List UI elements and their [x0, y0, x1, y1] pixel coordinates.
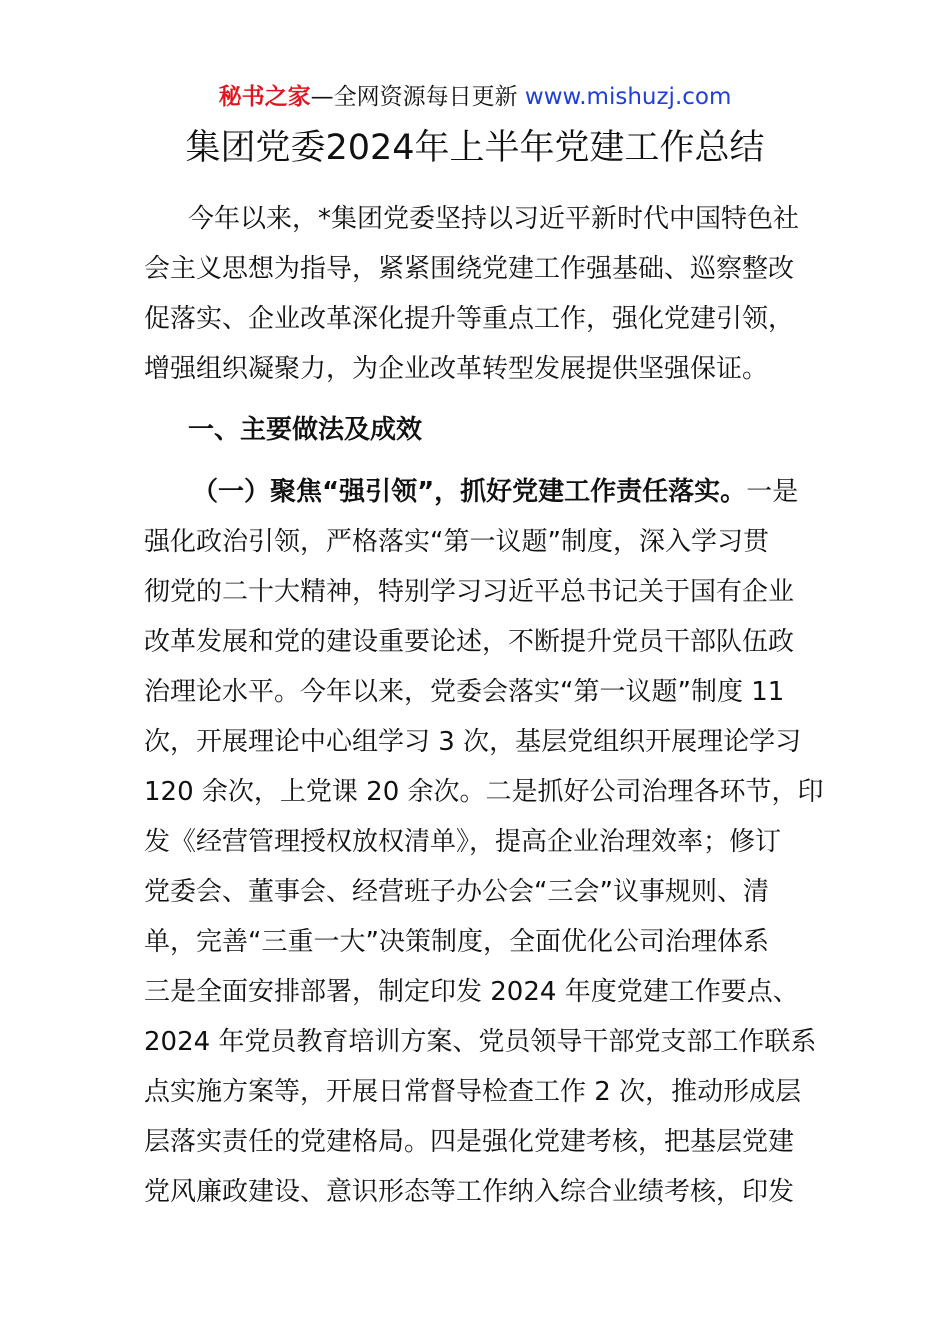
paragraph-line: 会主义思想为指导，紧紧围绕党建工作强基础、巡察整改	[144, 254, 795, 284]
header-tagline: —全网资源每日更新	[310, 84, 518, 110]
paragraph-line: 2024 年党员教育培训方案、党员领导干部党支部工作联系	[144, 1027, 817, 1057]
paragraph-line: 治理论水平。今年以来，党委会落实“第一议题”制度 11	[144, 677, 785, 707]
paragraph-line: 党委会、董事会、经营班子办公会“三会”议事规则、清	[144, 877, 769, 907]
paragraph-text: 一是	[746, 477, 799, 507]
site-url-link[interactable]: www.mishuzj.com	[524, 84, 732, 110]
document-title: 集团党委2024年上半年党建工作总结	[185, 128, 765, 168]
paragraph-line: 改革发展和党的建设重要论述，不断提升党员干部队伍政	[144, 627, 795, 657]
section-heading-1	[144, 405, 808, 455]
paragraph-line: 层落实责任的党建格局。四是强化党建考核，把基层党建	[144, 1127, 795, 1157]
paragraph-line: 今年以来，*集团党委坚持以习近平新时代中国特色社	[188, 204, 800, 234]
subsection-paragraph-1	[144, 467, 824, 1217]
intro-paragraph	[144, 194, 808, 394]
brand-name: 秘书之家	[218, 84, 311, 110]
paragraph-line: 单，完善“三重一大”决策制度，全面优化公司治理体系	[144, 927, 769, 957]
subsection-heading: （一）聚焦“强引领”，抓好党建工作责任落实。	[192, 477, 747, 507]
paragraph-line: 彻党的二十大精神，特别学习习近平总书记关于国有企业	[144, 577, 795, 607]
paragraph-line: 强化政治引领，严格落实“第一议题”制度，深入学习贯	[144, 527, 769, 557]
paragraph-line: 次，开展理论中心组学习 3 次，基层党组织开展理论学习	[144, 727, 802, 757]
site-header	[0, 80, 950, 114]
paragraph-line: 促落实、企业改革深化提升等重点工作，强化党建引领，	[144, 304, 795, 334]
paragraph-line: 发《经营管理授权放权清单》，提高企业治理效率；修订	[144, 827, 782, 857]
section-heading-text: 一、主要做法及成效	[188, 415, 423, 445]
paragraph-line: 党风廉政建设、意识形态等工作纳入综合业绩考核，印发	[144, 1177, 795, 1207]
paragraph-line: 点实施方案等，开展日常督导检查工作 2 次，推动形成层	[144, 1077, 802, 1107]
paragraph-line: 三是全面安排部署，制定印发 2024 年度党建工作要点、	[144, 977, 799, 1007]
paragraph-line: 120 余次，上党课 20 余次。二是抓好公司治理各环节，印	[144, 777, 824, 807]
paragraph-line: 增强组织凝聚力，为企业改革转型发展提供坚强保证。	[144, 354, 769, 384]
